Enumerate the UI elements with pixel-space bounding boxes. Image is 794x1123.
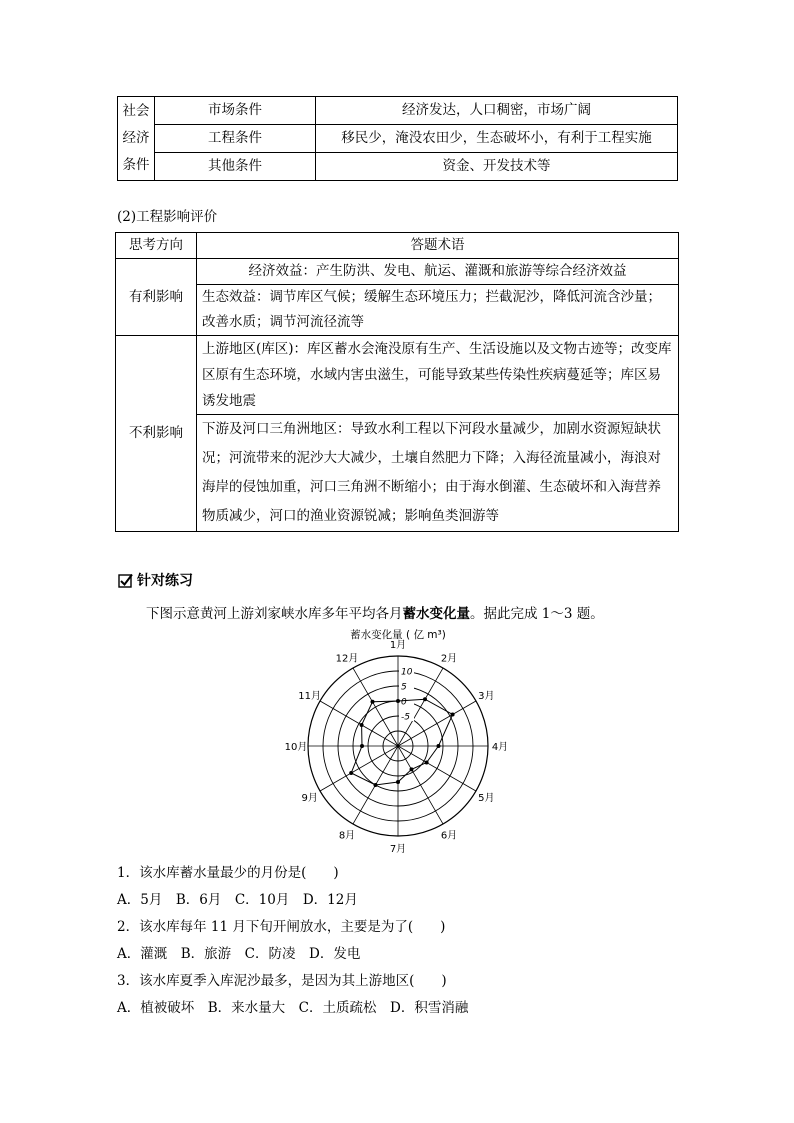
data-point: [451, 713, 455, 717]
month-label: 11月: [298, 691, 322, 702]
checkbox-icon: [118, 573, 133, 588]
question-options: A．灌溉 B．旅游 C．防凌 D．发电: [117, 946, 361, 962]
condition-name: 其他条件: [155, 153, 316, 181]
table-row: [118, 125, 678, 153]
condition-desc: 经济发达，人口稠密，市场广阔: [316, 97, 678, 125]
favorable-item: 经济效益：产生防洪、发电、航运、灌溉和旅游等综合经济效益: [197, 259, 679, 285]
tick-label: 10: [401, 667, 413, 678]
month-label: 10月: [284, 742, 308, 753]
group-label-line: 经济: [122, 130, 150, 146]
spoke-line: [353, 668, 398, 746]
month-label: 4月: [491, 742, 509, 753]
table-row: [118, 153, 678, 181]
question-options: A．植被破坏 B．来水量大 C．土质疏松 D．积雪消融: [117, 1000, 469, 1016]
tick-labels: [399, 666, 414, 723]
unfavorable-item: 下游及河口三角洲地区：导致水利工程以下河段水量减少，加剧水资源短缺状况；河流带来的泥沙大大减少，土壤自然肥力下降；入海径流量减小，海浪对海岸的侵蚀加重，河口三角洲不断缩小；由于海水倒灌、生态破坏和入海营养物质减少，河口的渔业资源锐减；影响鱼类洄游等: [197, 415, 679, 532]
reservoir-storage-radar-chart: [270, 624, 530, 856]
data-point: [349, 771, 353, 775]
condition-name: 市场条件: [155, 97, 316, 125]
tick-label: 5: [401, 682, 407, 693]
favorable-item: 生态效益：调节库区气候；缓解生态环境压力；拦截泥沙，降低河流含沙量；改善水质；调节河流径流等: [197, 285, 679, 336]
table-row: [118, 97, 678, 125]
header-cell: 答题术语: [197, 233, 679, 259]
data-point: [374, 783, 378, 787]
data-point: [371, 700, 375, 704]
project-impact-table: [115, 232, 679, 532]
chart-title: 蓄水变化量 ( 亿 m³): [350, 629, 446, 641]
month-label: 6月: [440, 830, 458, 842]
practice-title-text: 针对练习: [137, 573, 193, 589]
question-options: A．5月 B．6月 C．10月 D．12月: [117, 892, 358, 908]
question-stem: 3．该水库夏季入库泥沙最多，是因为其上游地区( ): [117, 973, 447, 989]
group-label-line: 条件: [122, 157, 150, 173]
table-row: [116, 285, 679, 336]
tick-label: -5: [401, 712, 410, 723]
data-point: [423, 697, 427, 701]
spoke-line: [398, 701, 476, 746]
month-label: 9月: [301, 793, 318, 804]
month-label: 12月: [335, 653, 359, 665]
header-cell: 思考方向: [116, 233, 197, 259]
group-label-cell: [118, 97, 155, 181]
month-label: 8月: [338, 830, 356, 842]
social-economic-conditions-table: [117, 96, 678, 181]
spoke-line: [320, 701, 398, 746]
condition-desc: 资金、开发技术等: [316, 153, 678, 181]
condition-desc: 移民少，淹没农田少，生态破坏小，有利于工程实施: [316, 125, 678, 153]
data-point: [437, 744, 441, 748]
month-label: 2月: [440, 653, 458, 665]
month-label: 1月: [389, 640, 407, 651]
table-row: [116, 336, 679, 415]
table-header-row: [116, 233, 679, 259]
tick-label: 0: [401, 697, 407, 708]
table-row: [116, 415, 679, 532]
data-point: [396, 699, 400, 703]
unfavorable-item: 上游地区(库区)：库区蓄水会淹没原有生产、生活设施以及文物古迹等；改变库区原有生态环境，水域内害虫滋生，可能导致某些传染性疾病蔓延等；库区易诱发地震: [197, 336, 679, 415]
month-label: 7月: [389, 844, 407, 855]
data-point: [410, 767, 414, 771]
group-label-line: 社会: [122, 103, 150, 119]
data-point: [360, 744, 364, 748]
spoke-line: [398, 746, 443, 824]
practice-intro: [146, 602, 604, 622]
condition-name: 工程条件: [155, 125, 316, 153]
table2-caption: (2)工程影响评价: [117, 209, 218, 225]
intro-bold-text: 蓄水变化量: [402, 606, 470, 622]
data-point: [396, 780, 400, 784]
month-label: 3月: [478, 691, 495, 702]
data-point: [425, 761, 429, 765]
intro-text: 下图示意黄河上游刘家峡水库多年平均各月: [146, 606, 403, 622]
chart-spokes: [308, 656, 488, 836]
spoke-line: [398, 746, 476, 791]
question-stem: 2．该水库每年 11 月下旬开闸放水，主要是为了( ): [117, 919, 446, 935]
favorable-label: 有利影响: [116, 259, 197, 336]
unfavorable-label: 不利影响: [116, 336, 197, 532]
month-label: 5月: [478, 793, 495, 804]
chart-series: [349, 697, 454, 787]
intro-text: 。据此完成 1～3 题。: [470, 606, 604, 622]
question-stem: 1．该水库蓄水量最少的月份是( ): [117, 865, 339, 881]
table-row: [116, 259, 679, 285]
data-point: [360, 723, 364, 727]
practice-title: [118, 570, 193, 590]
